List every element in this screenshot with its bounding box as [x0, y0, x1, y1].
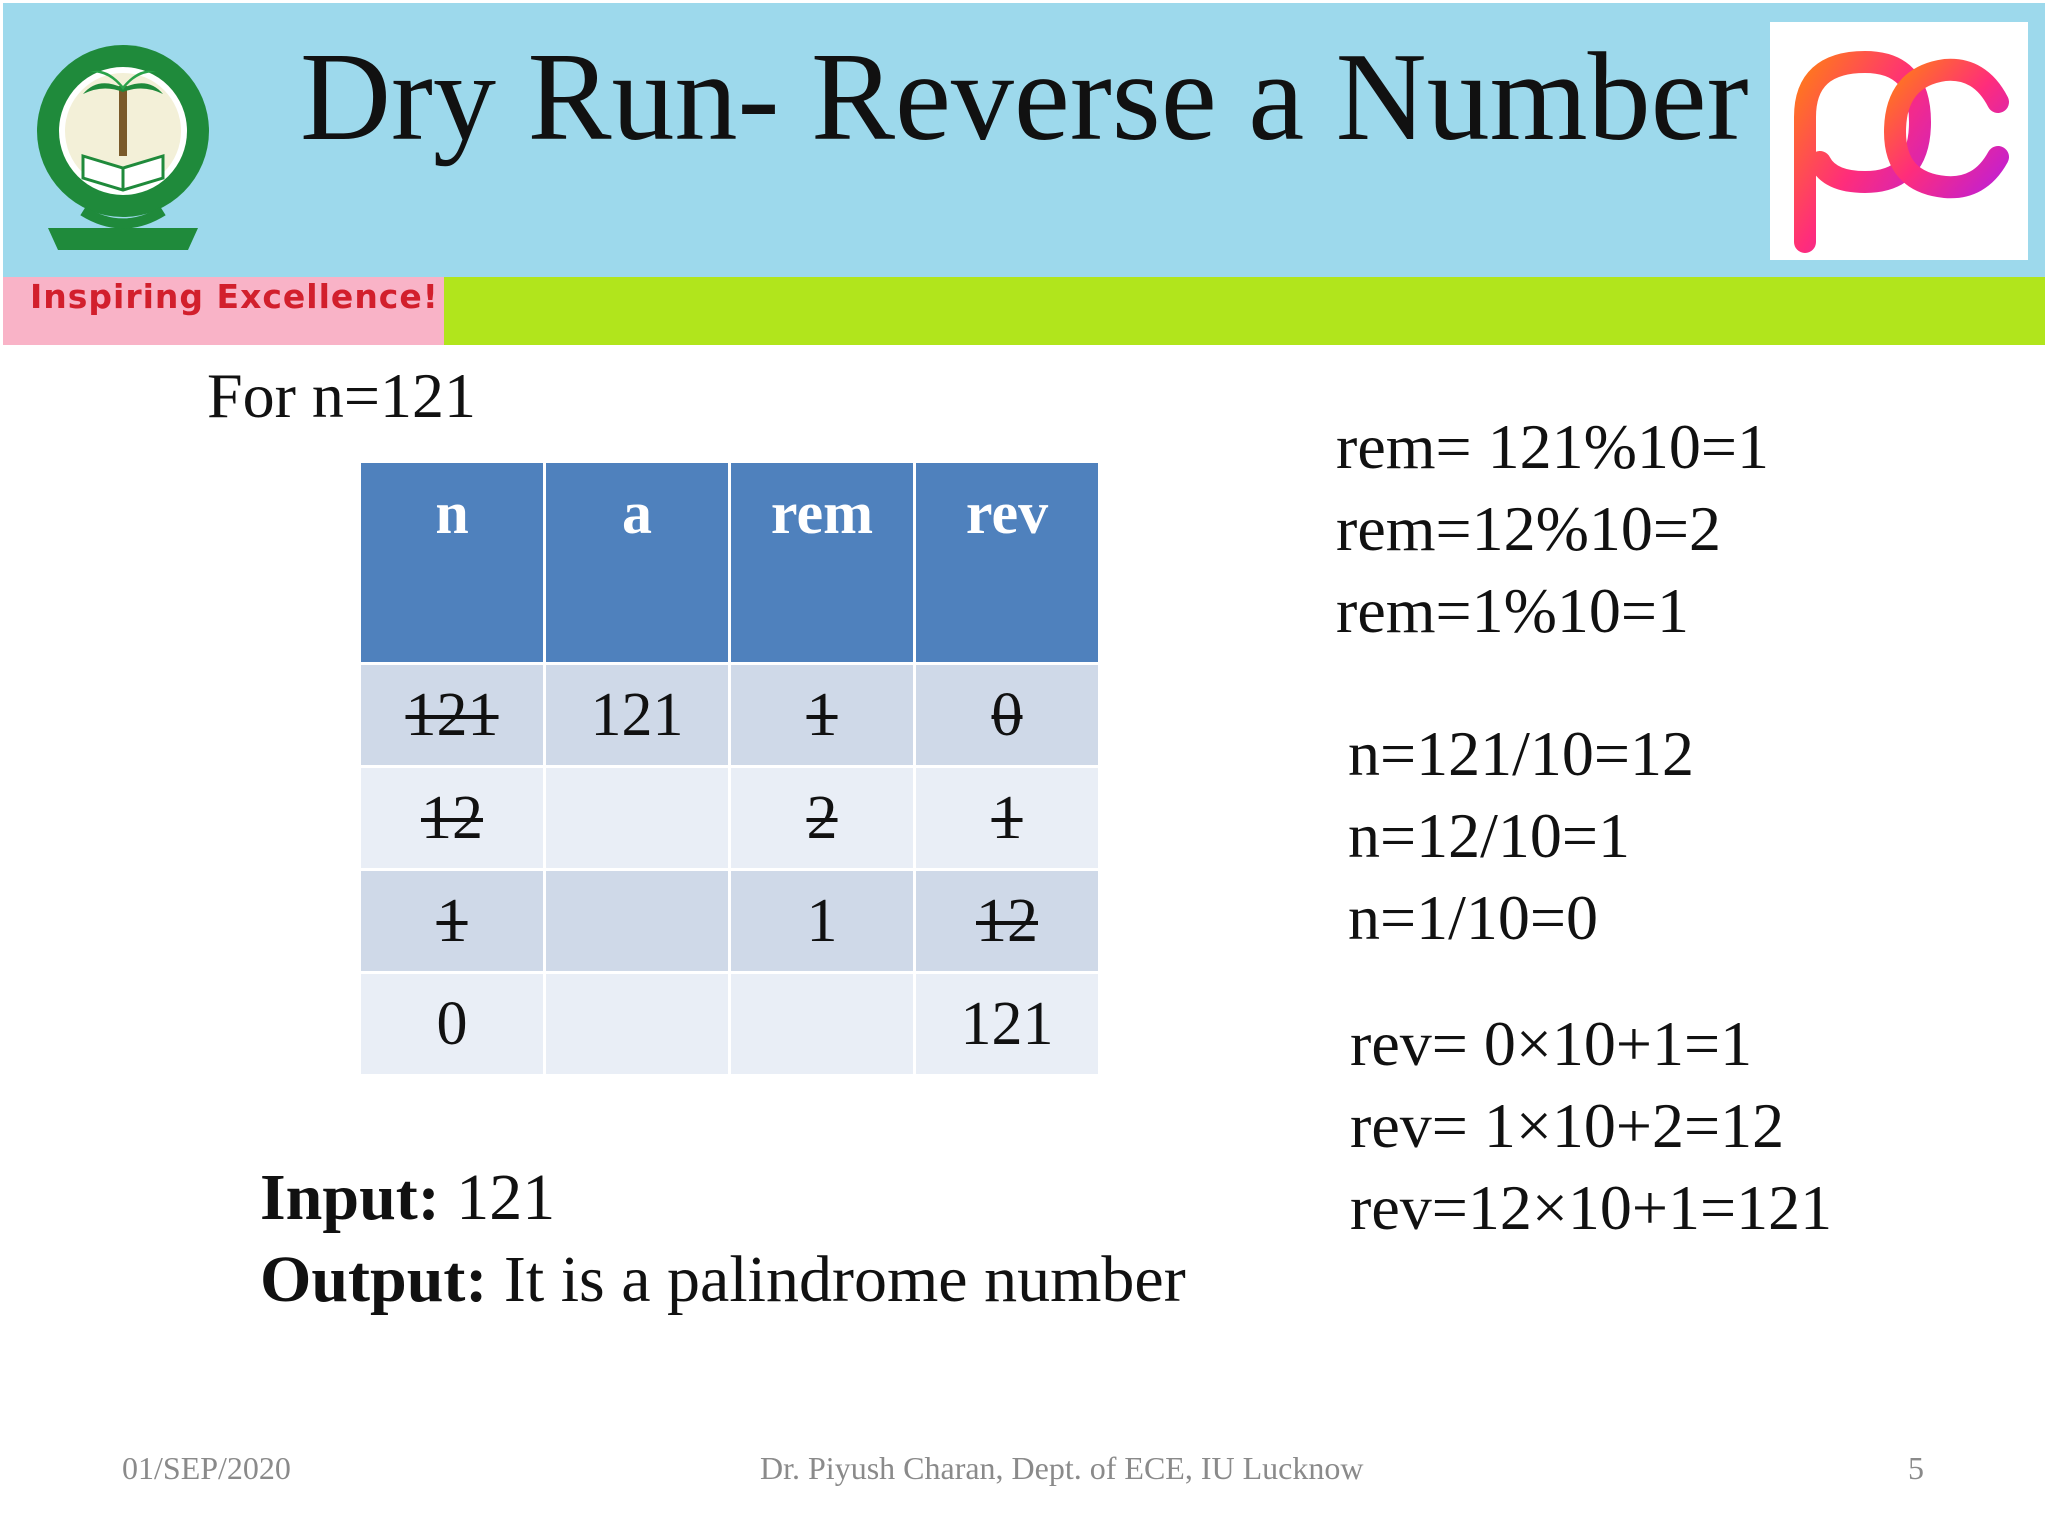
n-step: n=1/10=0 — [1348, 882, 1598, 953]
slide-title: Dry Run- Reverse a Number — [300, 28, 1749, 167]
n-step: n=121/10=12 — [1348, 718, 1694, 789]
table-row — [360, 870, 1100, 973]
rev-step: rev= 1×10+2=12 — [1350, 1090, 1785, 1161]
col-header-n: n — [360, 462, 545, 664]
table-cell — [545, 973, 730, 1076]
for-n-label: For n=121 — [207, 360, 476, 431]
dry-run-table — [358, 460, 1101, 1077]
table-cell: 2 — [730, 767, 915, 870]
table-cell: 0 — [915, 664, 1100, 767]
table-cell: 1 — [730, 664, 915, 767]
pc-logo-icon — [1770, 22, 2028, 260]
table-cell: 1 — [730, 870, 915, 973]
n-steps — [1348, 713, 1694, 959]
input-value: 121 — [439, 1161, 556, 1234]
col-header-rev: rev — [915, 462, 1100, 664]
rem-step: rem=1%10=1 — [1336, 575, 1689, 646]
table-header-row — [360, 462, 1100, 664]
university-seal-icon — [28, 6, 218, 276]
rem-step: rem=12%10=2 — [1336, 493, 1721, 564]
table-cell — [730, 973, 915, 1076]
table-cell: 121 — [360, 664, 545, 767]
table-cell: 121 — [545, 664, 730, 767]
table-cell: 12 — [360, 767, 545, 870]
rem-steps — [1336, 406, 1769, 652]
table-cell: 12 — [915, 870, 1100, 973]
table-cell: 1 — [360, 870, 545, 973]
output-value: It is a palindrome number — [487, 1243, 1186, 1316]
table-row — [360, 767, 1100, 870]
footer-author: Dr. Piyush Charan, Dept. of ECE, IU Lucknow — [760, 1450, 1364, 1486]
col-header-rem: rem — [730, 462, 915, 664]
rev-step: rev=12×10+1=121 — [1350, 1172, 1833, 1243]
rev-step: rev= 0×10+1=1 — [1350, 1008, 1753, 1079]
table-cell — [545, 767, 730, 870]
output-line — [260, 1240, 1186, 1320]
table-cell: 0 — [360, 973, 545, 1076]
tagline: Inspiring Excellence! — [30, 277, 439, 316]
table-cell: 121 — [915, 973, 1100, 1076]
input-line — [260, 1158, 555, 1238]
table-cell: 1 — [915, 767, 1100, 870]
rev-steps — [1350, 1003, 1832, 1249]
n-step: n=12/10=1 — [1348, 800, 1630, 871]
output-label: Output: — [260, 1243, 488, 1316]
input-label: Input: — [260, 1161, 440, 1234]
slide-number: 5 — [1908, 1450, 1924, 1486]
rem-step: rem= 121%10=1 — [1336, 411, 1769, 482]
table-row — [360, 973, 1100, 1076]
table-row — [360, 664, 1100, 767]
footer-date: 01/SEP/2020 — [122, 1450, 291, 1486]
table-cell — [545, 870, 730, 973]
col-header-a: a — [545, 462, 730, 664]
